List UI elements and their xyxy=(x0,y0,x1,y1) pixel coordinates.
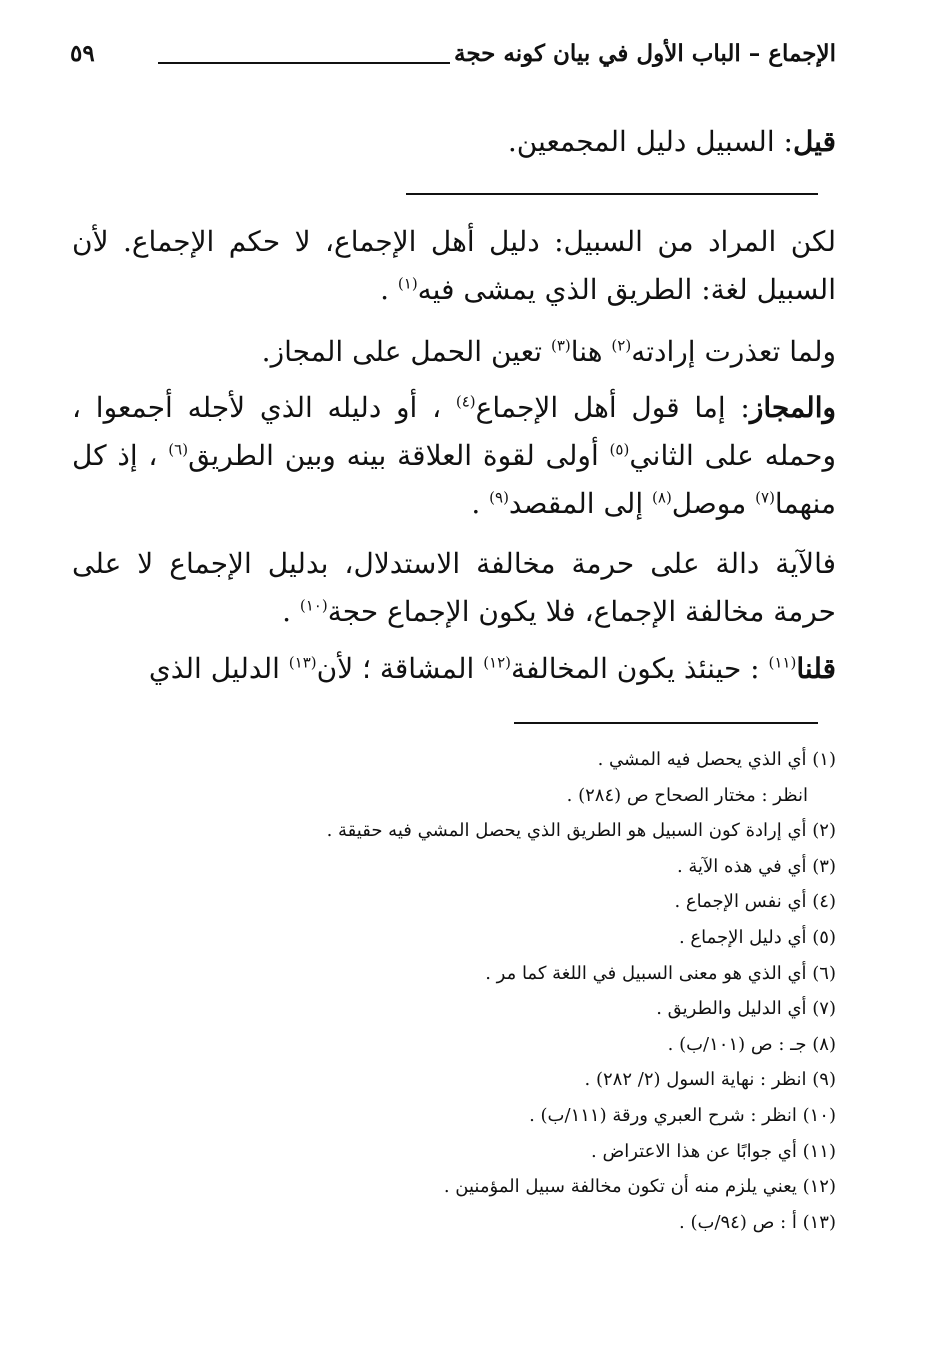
footnote-item: (٦) أي الذي هو معنى السبيل في اللغة كما مر . xyxy=(485,962,836,984)
p2-text-b: هنا xyxy=(570,335,612,368)
footnote-ref-4[interactable]: (٤) xyxy=(455,392,476,411)
footnote-ref-7[interactable]: (٧) xyxy=(755,488,775,507)
p1-text-a: لكن المراد من السبيل: دليل أهل الإجماع، لا حكم الإجماع. لأن السبيل لغة: الطريق الذي يمشى فيه xyxy=(72,225,836,306)
paragraph-3 xyxy=(72,384,836,528)
footnote-item: (٢) أي إرادة كون السبيل هو الطريق الذي يحصل المشي فيه حقيقة . xyxy=(326,820,836,842)
footnote-item: (٤) أي نفس الإجماع . xyxy=(674,891,836,913)
qulna-label: قلنا xyxy=(796,652,836,685)
p3-text-a: : إما قول أهل الإجماع xyxy=(475,391,750,424)
footnote-item: (٣) أي في هذه الآية . xyxy=(676,855,836,877)
footnote-ref-1[interactable]: (١) xyxy=(397,274,418,293)
footnote-item: (١٣) أ : ص (٩٤/ب) . xyxy=(679,1211,836,1233)
qil-text: : السبيل دليل المجمعين. xyxy=(507,125,793,158)
section-separator xyxy=(406,193,818,195)
page-number: ٥٩ xyxy=(70,40,95,67)
footnote-item: (١٢) يعني يلزم منه أن تكون مخالفة سبيل المؤمنين . xyxy=(443,1176,836,1198)
footnote-ref-5[interactable]: (٥) xyxy=(609,440,630,459)
footnote-ref-6[interactable]: (٦) xyxy=(168,440,189,459)
footnote-ref-13[interactable]: (١٣) xyxy=(288,653,317,672)
footnote-ref-10[interactable]: (١٠) xyxy=(299,596,328,615)
footnote-item: (٨) جـ : ص (١٠١/ب) . xyxy=(667,1033,836,1055)
footnote-item: (١١) أي جوابًا عن هذا الاعتراض . xyxy=(591,1140,836,1162)
footnote-item: (١) أي الذي يحصل فيه المشي . xyxy=(597,749,836,770)
footnote-item: (٥) أي دليل الإجماع . xyxy=(678,926,836,948)
paragraph-2 xyxy=(72,328,836,376)
footnote-ref-8[interactable]: (٨) xyxy=(652,488,672,507)
footnote-ref-2[interactable]: (٢) xyxy=(611,336,632,355)
paragraph-qil xyxy=(72,118,836,166)
footnote-separator xyxy=(514,722,818,724)
footnote-item: (٩) انظر : نهاية السول (٢/ ٢٨٢) . xyxy=(584,1069,836,1091)
p4-text-b: . xyxy=(282,595,300,628)
header-rule xyxy=(158,62,450,64)
p3-text-g: . xyxy=(471,487,490,520)
footnote-ref-9[interactable]: (٩) xyxy=(489,488,509,507)
p2-text-c: تعين الحمل على المجاز. xyxy=(261,335,551,368)
footnote-ref-12[interactable]: (١٢) xyxy=(483,653,512,672)
p4-text-a: فالآية دالة على حرمة مخالفة الاستدلال، بدليل الإجماع لا على حرمة مخالفة الإجماع، فلا يكون الإجماع حجة xyxy=(72,547,836,628)
footnote-ref-3[interactable]: (٣) xyxy=(550,336,571,355)
footnote-item: انظر : مختار الصحاح ص (٢٨٤) . xyxy=(566,784,808,806)
majaz-label: والمجاز xyxy=(749,391,836,424)
p5-text-b: المشاقة ؛ لأن xyxy=(316,652,484,685)
paragraph-1 xyxy=(72,218,836,314)
paragraph-5 xyxy=(72,645,836,693)
p3-text-b: ، أو دليله الذي لأجله أجمعوا ، وحمله على الثاني xyxy=(72,391,836,472)
qil-label: قيل xyxy=(792,125,836,158)
p3-text-f: إلى المقصد xyxy=(508,487,653,520)
p1-text-b: . xyxy=(380,273,398,306)
footnote-item: (١٠) انظر : شرح العبري ورقة (١١١/ب) . xyxy=(529,1104,836,1126)
running-header-title: الإجماع – الباب الأول في بيان كونه حجة xyxy=(454,40,836,67)
p5-text-c: الدليل الذي xyxy=(148,652,289,685)
p3-text-d: ، إذ كل منهما xyxy=(72,439,836,520)
p3-text-e: موصل xyxy=(671,487,756,520)
p3-text-c: أولى لقوة العلاقة بينه وبين الطريق xyxy=(188,439,610,472)
footnotes-list xyxy=(72,742,836,1240)
footnote-item: (٧) أي الدليل والطريق . xyxy=(656,998,836,1020)
footnote-ref-11[interactable]: (١١) xyxy=(768,653,797,672)
p5-text-a: : حينئذ يكون المخالفة xyxy=(511,652,769,685)
paragraph-4 xyxy=(72,540,836,636)
p2-text-a: ولما تعذرت إرادته xyxy=(631,335,836,368)
